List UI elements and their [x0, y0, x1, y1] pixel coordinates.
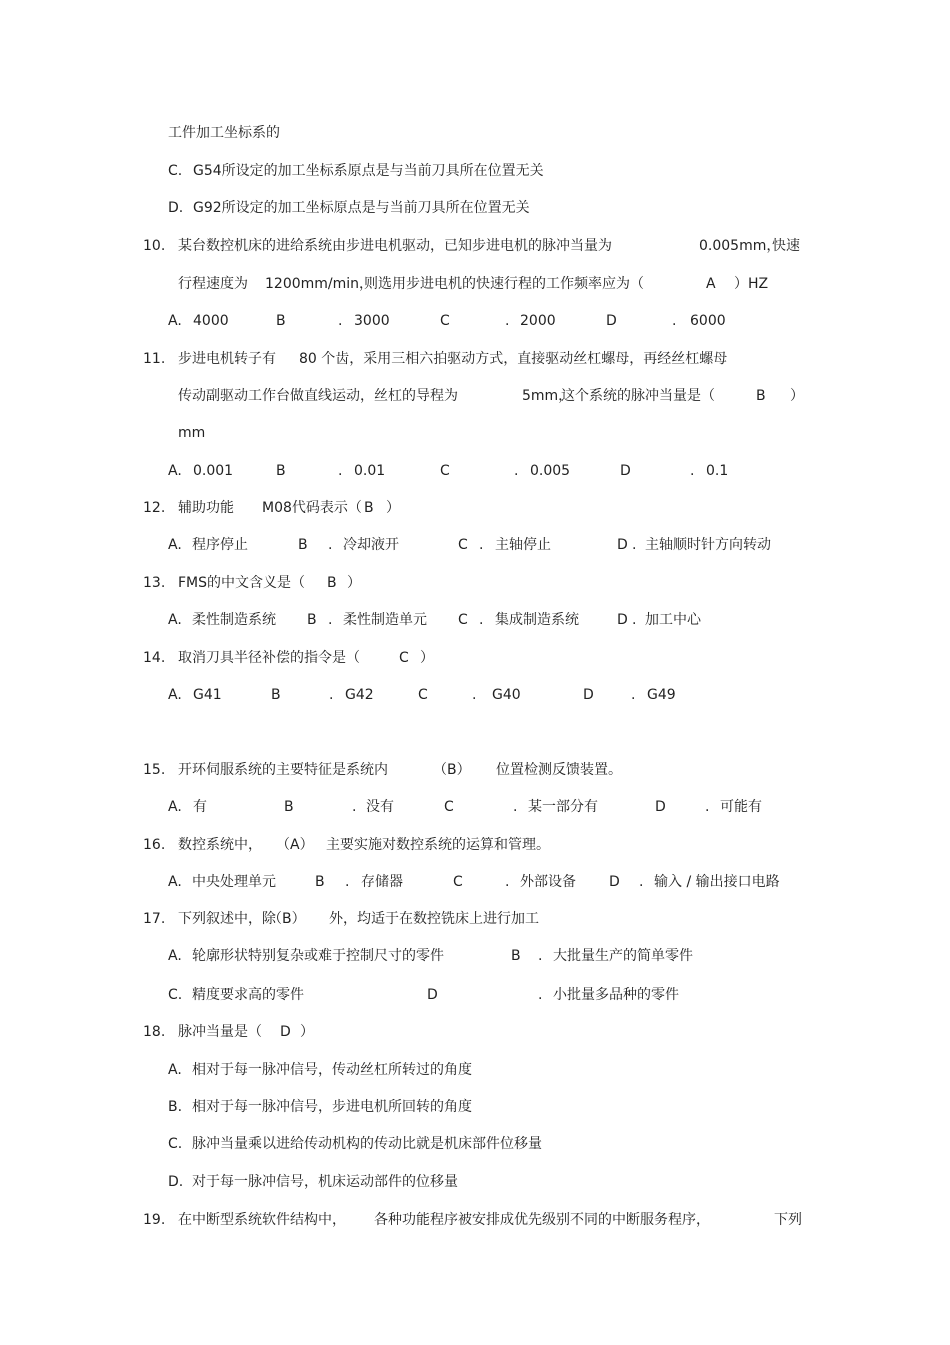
text-fragment: 4000 — [193, 313, 229, 329]
text-fragment: D — [620, 463, 631, 479]
text-fragment: C — [458, 537, 468, 553]
text-fragment: B — [276, 463, 286, 479]
text-fragment: . — [632, 537, 637, 553]
text-fragment: 冷却液开 — [343, 537, 399, 553]
text-fragment: 存储器 — [361, 874, 403, 890]
text-fragment: 80 个齿，采用三相六拍驱动方式，直接驱动丝杠螺母，再经丝杠螺母 — [299, 351, 728, 367]
text-fragment: ） — [386, 500, 400, 516]
text-fragment: 中央处理单元 — [192, 874, 276, 890]
text-fragment: 相对于每一脉冲信号，步进电机所回转的角度 — [192, 1099, 472, 1115]
text-fragment: D — [655, 799, 666, 815]
text-fragment: 脉冲当量乘以进给传动机构的传动比就是机床部件位移量 — [192, 1136, 542, 1152]
text-fragment: 取消刀具半径补偿的指令是（ — [178, 650, 360, 666]
text-fragment: A. — [168, 463, 182, 479]
text-fragment: 数控系统中， — [178, 837, 262, 853]
text-fragment: 某一部分有 — [528, 799, 598, 815]
text-fragment: 0.005 — [530, 463, 571, 479]
text-fragment: D. — [168, 200, 184, 216]
text-fragment: . — [514, 463, 519, 479]
text-fragment: . — [672, 313, 677, 329]
text-fragment: 15. — [143, 762, 166, 778]
text-fragment: 下列 — [774, 1212, 802, 1228]
text-fragment: B — [284, 799, 294, 815]
text-fragment: 17. — [143, 911, 166, 927]
text-fragment: A. — [168, 948, 182, 964]
text-fragment: 3000 — [354, 313, 390, 329]
text-fragment: C — [453, 874, 463, 890]
text-fragment: 传动副驱动工作台做直线运动，丝杠的导程为 — [178, 388, 458, 404]
text-fragment: B — [276, 313, 286, 329]
text-fragment: . — [338, 463, 343, 479]
text-fragment: 6000 — [690, 313, 726, 329]
text-fragment: mm — [178, 425, 206, 441]
text-fragment: . — [631, 687, 636, 703]
text-fragment: D. — [168, 1174, 184, 1190]
text-fragment: B — [298, 537, 308, 553]
text-fragment: D — [427, 987, 438, 1003]
text-fragment: . — [538, 948, 543, 964]
text-fragment: D — [609, 874, 620, 890]
text-fragment: 主轴顺时针方向转动 — [645, 537, 771, 553]
text-fragment: A. — [168, 537, 182, 553]
text-fragment: ） — [790, 388, 804, 404]
text-fragment: C — [444, 799, 454, 815]
text-fragment: 小批量多品种的零件 — [553, 987, 679, 1003]
text-fragment: （A） — [276, 837, 314, 853]
text-fragment: 13. — [143, 575, 166, 591]
text-fragment: D — [606, 313, 617, 329]
text-fragment: . — [479, 612, 484, 628]
text-fragment: 快速 — [772, 238, 800, 254]
text-fragment: ） — [420, 650, 434, 666]
text-fragment: C. — [168, 987, 183, 1003]
text-fragment: 19. — [143, 1212, 166, 1228]
text-fragment: C. — [168, 163, 183, 179]
text-fragment: . — [338, 313, 343, 329]
text-fragment: 步进电机转子有 — [178, 351, 276, 367]
text-fragment: 各种功能程序被安排成优先级别不同的中断服务程序， — [374, 1212, 710, 1228]
text-fragment: D — [617, 612, 628, 628]
text-fragment: . — [472, 687, 477, 703]
text-fragment: ）HZ — [734, 276, 769, 292]
text-fragment: G54所设定的加工坐标系原点是与当前刀具所在位置无关 — [193, 163, 544, 179]
text-fragment: 柔性制造单元 — [343, 612, 427, 628]
text-fragment: B — [315, 874, 325, 890]
text-fragment: C — [440, 463, 450, 479]
text-fragment: ） — [347, 575, 361, 591]
text-fragment: 位置检测反馈装置。 — [496, 762, 622, 778]
text-fragment: A. — [168, 1062, 182, 1078]
text-fragment: C — [418, 687, 428, 703]
text-fragment: 外，均适于在数控铣床上进行加工 — [329, 911, 539, 927]
text-fragment: B — [271, 687, 281, 703]
text-fragment: . — [328, 612, 333, 628]
text-fragment: . — [328, 537, 333, 553]
text-fragment: . — [479, 537, 484, 553]
text-fragment: 16. — [143, 837, 166, 853]
text-fragment: D — [617, 537, 628, 553]
text-fragment: G92所设定的加工坐标原点是与当前刀具所在位置无关 — [193, 200, 530, 216]
text-fragment: C — [440, 313, 450, 329]
text-fragment: 主轴停止 — [495, 537, 551, 553]
text-fragment: 柔性制造系统 — [192, 612, 276, 628]
text-fragment: 18. — [143, 1024, 166, 1040]
text-fragment: 在中断型系统软件结构中， — [178, 1212, 346, 1228]
text-fragment: 下列叙述中，除 — [178, 911, 276, 927]
text-fragment: 0.001 — [193, 463, 234, 479]
text-fragment: 某台数控机床的进给系统由步进电机驱动，已知步进电机的脉冲当量为 — [178, 238, 612, 254]
text-fragment: 则选用步进电机的快速行程的工作频率应为（ — [364, 276, 644, 292]
text-fragment: B — [364, 500, 374, 516]
text-fragment: 大批量生产的简单零件 — [553, 948, 693, 964]
text-fragment: . — [345, 874, 350, 890]
text-fragment: 这个系统的脉冲当量是（ — [561, 388, 715, 404]
text-fragment: B. — [168, 1099, 183, 1115]
text-fragment: 行程速度为 — [178, 276, 248, 292]
text-fragment: G42 — [345, 687, 374, 703]
text-fragment: B — [511, 948, 521, 964]
text-fragment: 有 — [193, 799, 207, 815]
text-fragment: C. — [168, 1136, 183, 1152]
text-fragment: 对于每一脉冲信号，机床运动部件的位移量 — [192, 1174, 458, 1190]
text-fragment: 10. — [143, 238, 166, 254]
text-fragment: 0.005mm， — [699, 238, 781, 254]
text-fragment: . — [538, 987, 543, 1003]
text-fragment: 没有 — [366, 799, 394, 815]
text-fragment: . — [505, 874, 510, 890]
text-fragment: B — [327, 575, 337, 591]
text-fragment: FMS的中文含义是（ — [178, 575, 306, 591]
text-fragment: A. — [168, 612, 182, 628]
text-fragment: G40 — [492, 687, 521, 703]
text-fragment: 轮廓形状特别复杂或难于控制尺寸的零件 — [192, 948, 444, 964]
text-fragment: . — [513, 799, 518, 815]
text-fragment: C — [458, 612, 468, 628]
text-fragment: 2000 — [520, 313, 556, 329]
text-fragment: 0.01 — [354, 463, 386, 479]
text-fragment: . — [705, 799, 710, 815]
text-fragment: 开环伺服系统的主要特征是系统内 — [178, 762, 388, 778]
text-fragment: C — [399, 650, 409, 666]
text-fragment: D — [583, 687, 594, 703]
text-fragment: D — [280, 1024, 291, 1040]
text-fragment: （B） — [433, 762, 471, 778]
text-fragment: 11. — [143, 351, 166, 367]
text-fragment: . — [329, 687, 334, 703]
text-fragment: A. — [168, 313, 182, 329]
text-fragment: B — [756, 388, 766, 404]
text-fragment: G49 — [647, 687, 676, 703]
text-fragment: 1200mm/min， — [265, 276, 374, 292]
text-fragment: . — [505, 313, 510, 329]
text-fragment: 脉冲当量是（ — [178, 1024, 262, 1040]
text-fragment: 主要实施对数控系统的运算和管理。 — [326, 837, 550, 853]
text-fragment: 外部设备 — [520, 874, 576, 890]
text-fragment: 程序停止 — [192, 537, 248, 553]
text-fragment: . — [690, 463, 695, 479]
text-fragment: 集成制造系统 — [495, 612, 579, 628]
text-fragment: 12. — [143, 500, 166, 516]
text-fragment: 输入 / 输出接口电路 — [654, 874, 780, 890]
text-fragment: 14. — [143, 650, 166, 666]
text-fragment: 精度要求高的零件 — [192, 987, 304, 1003]
text-fragment: A. — [168, 874, 182, 890]
text-fragment: 相对于每一脉冲信号，传动丝杠所转过的角度 — [192, 1062, 472, 1078]
text-fragment: B — [307, 612, 317, 628]
text-fragment: A — [706, 276, 716, 292]
text-fragment: （B） — [268, 911, 306, 927]
text-fragment: 加工中心 — [645, 612, 701, 628]
text-fragment: . — [352, 799, 357, 815]
text-fragment: 可能有 — [720, 799, 762, 815]
text-fragment: M08代码表示（ — [262, 500, 362, 516]
text-fragment: A. — [168, 799, 182, 815]
text-fragment: G41 — [193, 687, 222, 703]
text-fragment: . — [632, 612, 637, 628]
text-fragment: A. — [168, 687, 182, 703]
text-fragment: . — [639, 874, 644, 890]
text-fragment: ） — [300, 1024, 314, 1040]
text-fragment: 工件加工坐标系的 — [168, 125, 280, 141]
text-fragment: 辅助功能 — [178, 500, 234, 516]
text-fragment: 0.1 — [706, 463, 729, 479]
text-fragment: 5mm， — [522, 388, 573, 404]
